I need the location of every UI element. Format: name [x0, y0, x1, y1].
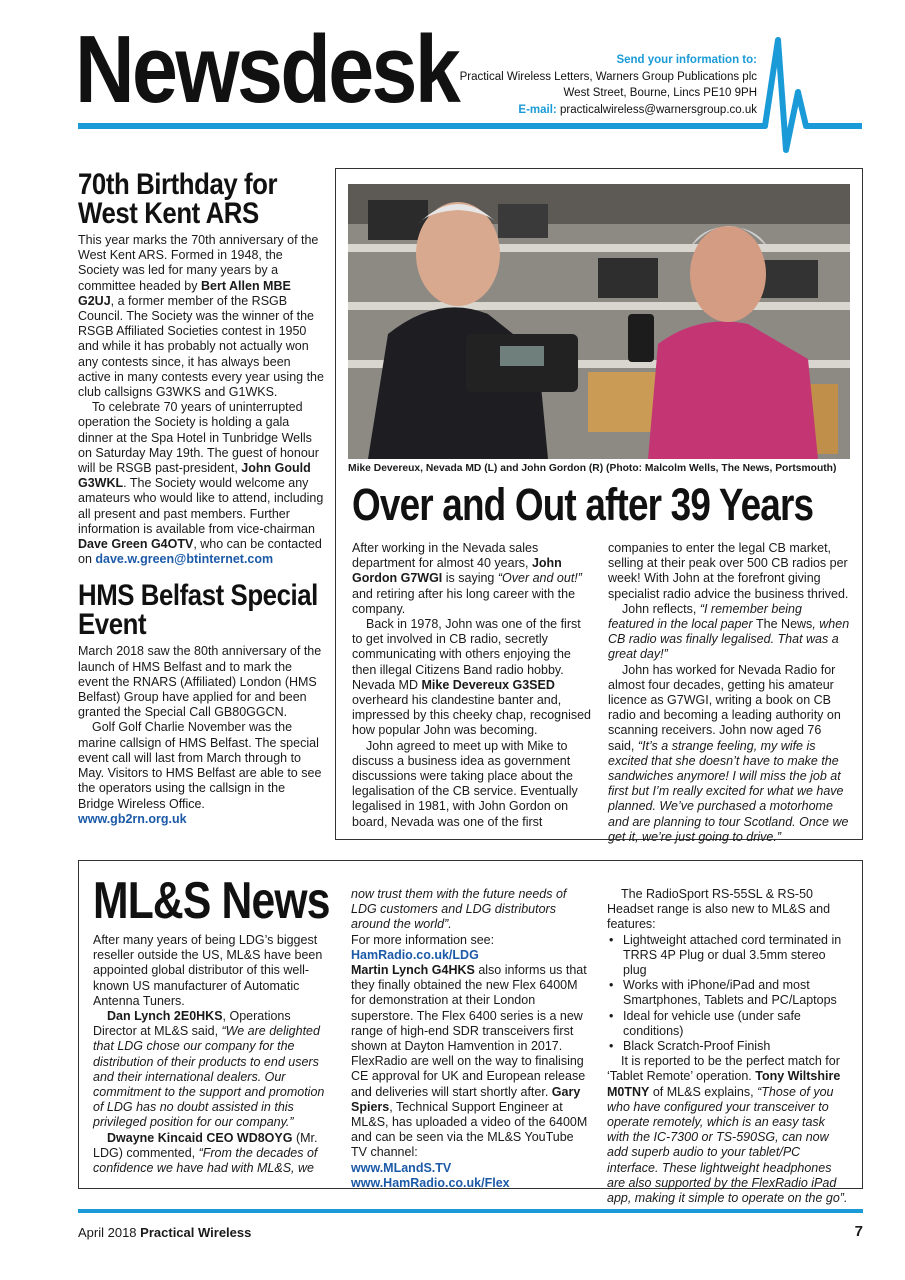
photo-caption: Mike Devereux, Nevada MD (L) and John Gordon (R) (Photo: Malcolm Wells, The News, Portsmouth): [348, 463, 837, 474]
mls-column-2: [351, 887, 591, 1191]
mls-c3-paragraph-2: It is reported to be the perfect match for ‘Tablet Remote’ operation. Tony Wiltshire M0TNY of ML&S explains, “Those of you who have configured your transceiver to operate remotely, which is an easy task with the IC-7300 or TS-590SG, can now add superb audio to your tablet/PC interface. These lightweight headphones are also supported by the FlexRadio iPad app, making it simple to operate on the go”.: [607, 1054, 848, 1206]
feature-column-1: [352, 541, 594, 830]
west-kent-article: [78, 233, 324, 567]
page-title: Newsdesk: [75, 16, 459, 123]
feature-c2-paragraph-1: companies to enter the legal CB market, selling at their peak over 500 CB radios per week! With John at the forefront giving specialist radio advice the business thrived.: [608, 541, 849, 601]
magazine-name: Practical Wireless: [140, 1225, 252, 1240]
hamradio-flex-link[interactable]: www.HamRadio.co.uk/Flex: [351, 1175, 510, 1190]
feature-photo: [348, 184, 850, 459]
address-line-1: Practical Wireless Letters, Warners Group Publications plc: [459, 70, 757, 83]
west-kent-paragraph-1: This year marks the 70th anniversary of the West Kent ARS. Formed in 1948, the Society was led for many years by a committee headed by Bert Allen MBE G2UJ, a former member of the RSGB Council. The Society was the winner of the RSGB Affiliated Societies contest in 1950 and while it has probably not actually won any contests since, it has always been active in many contests every year using the club callsigns G3WKS and G1WKS.: [78, 233, 324, 400]
mls-c1-paragraph-1: After many years of being LDG’s biggest reseller outside the US, ML&S have been appointed global distributor of this well-known US manufacturer of Automatic Antenna Tuners.: [93, 933, 323, 1008]
mls-c2-paragraph-3: Martin Lynch G4HKS also informs us that they finally obtained the new Flex 6400M for demonstration at their London superstore. The Flex 6400 series is a new range of high-end SDR transceivers first shown at Dayton Hamvention in 2017. FlexRadio are well on the way to finalising CE approval for UK and European release and deliveries will start shortly after. Gary Spiers, Technical Support Engineer at ML&S, has uploaded a video of the 6400M and can be seen via the ML&S YouTube TV channel:: [351, 963, 588, 1160]
email-address[interactable]: practicalwireless@warnersgroup.co.uk: [559, 103, 757, 116]
feature-c1-paragraph-2: Back in 1978, John was one of the first to get involved in CB radio, secretly communicating with others enjoying the then illegal Citizens Band radio hobby. Nevada MD Mike Devereux G3SED overheard his clandestine banter and, impressed by this cheeky chap, recognised how popular John was becoming.: [352, 617, 592, 738]
headset-features-list: [607, 933, 849, 1055]
hamradio-ldg-link[interactable]: HamRadio.co.uk/LDG: [351, 947, 479, 962]
feature-c2-paragraph-3: John has worked for Nevada Radio for almost four decades, getting his amateur licence as G7WGI, writing a book on CB radio and becoming a leading authority on scanning receivers. John now aged 76 said, “It’s a strange feeling, my wife is excited that she doesn’t have to make the sandwiches anymore! I will miss the job at first but I’m really excited for what we have planned. We’ve purchased a motorhome and are planning to tour Scotland. Once we get it, we’re just going to drive.”: [608, 662, 849, 844]
address-line-2: West Street, Bourne, Lincs PE10 9PH: [563, 87, 757, 99]
list-item: • Ideal for vehicle use (under safe conditions): [607, 1009, 849, 1039]
email-label: E-mail:: [518, 103, 557, 116]
mls-c3-paragraph-1: The RadioSport RS-55SL & RS-50 Headset range is also new to ML&S and features:: [607, 887, 831, 932]
west-kent-paragraph-2: To celebrate 70 years of uninterrupted operation the Society is holding a gala dinner at the Spa Hotel in Tunbridge Wells on Saturday May 19th. The guest of honour will be RSGB past-president, John Gould G3WKL. The Society would welcome any amateurs who would like to attend, including all present and past members. Further information is available from vice-chairman Dave Green G4OTV, who can be contacted on dave.w.green@btinternet.com: [78, 400, 324, 567]
mls-c1-paragraph-3: Dwayne Kincaid CEO WD8OYG (Mr. LDG) commented, “From the decades of confidence we have had with ML&S, we: [93, 1130, 318, 1176]
mls-column-3: [607, 887, 849, 1206]
mls-column-1: [93, 933, 331, 1176]
hms-belfast-article: [78, 644, 324, 826]
dave-green-email-link[interactable]: dave.w.green@btinternet.com: [95, 552, 274, 567]
left-column: [78, 170, 324, 827]
gb2rn-link[interactable]: www.gb2rn.org.uk: [78, 811, 187, 826]
feature-article-box: [335, 168, 863, 844]
send-label: Send your information to:: [616, 54, 757, 66]
hms-belfast-paragraph-1: March 2018 saw the 80th anniversary of the launch of HMS Belfast and to mark the event the RNARS (Affiliated) London (HMS Belfast) Group have applied for and been granted the Special Call GB80GGCN.: [78, 644, 322, 720]
mls-heading: ML&S News: [93, 872, 330, 930]
photo-illustration: [348, 184, 850, 459]
mlands-tv-link[interactable]: www.MLandS.TV: [351, 1160, 452, 1175]
list-item: • Works with iPhone/iPad and most Smartphones, Tablets and PC/Laptops: [607, 978, 849, 1008]
feature-c1-paragraph-3: John agreed to meet up with Mike to discuss a business idea as government discussions were taking place about the legalisation of the CB service. Eventually legalised in 1981, with John Gordon on board, Nevada was one of the first: [352, 738, 578, 829]
list-item: • Black Scratch-Proof Finish: [607, 1039, 849, 1054]
mls-c1-paragraph-2: Dan Lynch 2E0HKS, Operations Director at ML&S said, “We are delighted that LDG chose our company for the distribution of their products to end users and their international dealers. Our commitment to the support and promotion of LDG has no doubt assisted in this privileged position for our company.”: [93, 1009, 325, 1130]
mls-c2-paragraph-1: now trust them with the future needs of LDG customers and LDG distributors around the world”.: [351, 887, 567, 932]
footer-rule: [78, 1209, 863, 1213]
footer-issue: April 2018 Practical Wireless: [78, 1225, 252, 1240]
hms-belfast-heading: HMS Belfast Special Event: [78, 579, 318, 642]
feature-c1-paragraph-1: After working in the Nevada sales department for almost 40 years, John Gordon G7WGI is saying “Over and out!” and retiring after his long career with the company.: [352, 541, 582, 616]
feature-headline: Over and Out after 39 Years: [352, 479, 814, 530]
header-wave-decoration: [0, 0, 905, 170]
feature-column-2: [608, 541, 850, 845]
mls-c2-paragraph-2: For more information see:: [351, 932, 495, 947]
list-item: • Lightweight attached cord terminated in TRRS 4P Plug or dual 3.5mm stereo plug: [607, 933, 849, 979]
feature-c2-paragraph-2: John reflects, “I remember being featured in the local paper The News, when CB radio was finally legalised. That was a great day!”: [608, 601, 850, 662]
page-number: 7: [854, 1223, 863, 1240]
hms-belfast-paragraph-2: Golf Golf Charlie November was the marine callsign of HMS Belfast. The special event call will last from March through to May. Visitors to HMS Belfast are able to see the operators using the callsign in the Bridge Wireless Office.: [78, 720, 322, 811]
west-kent-heading: 70th Birthday for West Kent ARS: [78, 168, 278, 230]
mls-news-box: [78, 860, 863, 1206]
